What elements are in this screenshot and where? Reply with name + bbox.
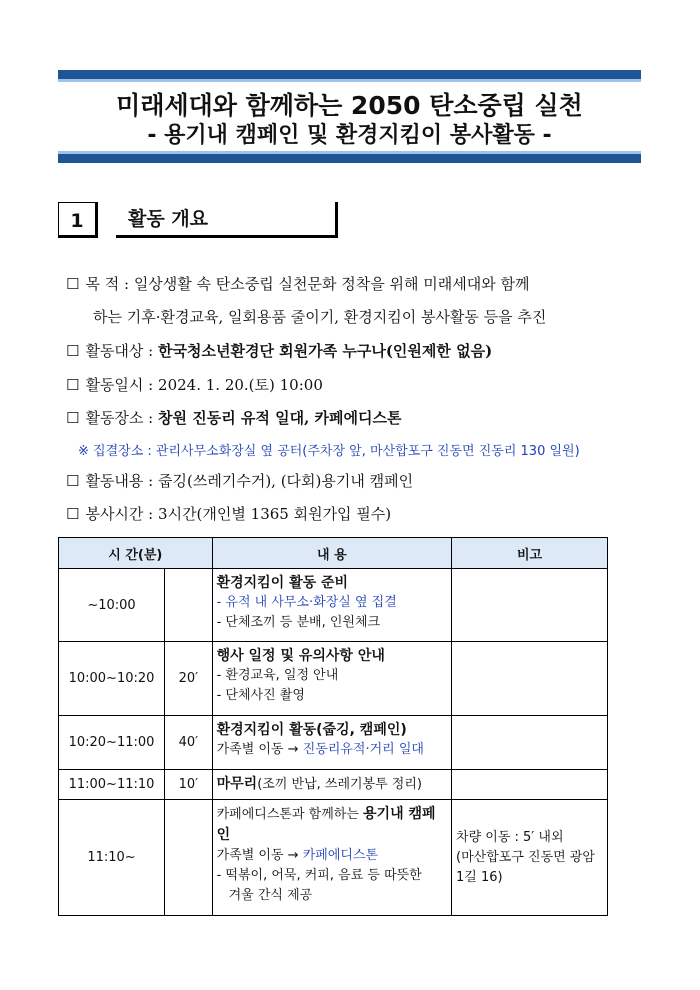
row-content-line: 겨울 간식 제공: [228, 888, 313, 903]
row-content-title-line: [217, 804, 447, 846]
purpose-label: 목 적 :: [85, 275, 130, 293]
row-duration: [165, 800, 213, 916]
row-time: 10:20~11:00: [59, 716, 165, 770]
row-time: 11:00~11:10: [59, 770, 165, 800]
hours-text: 3시간(개인별 1365 회원가입 필수): [158, 505, 392, 523]
table-row: [59, 800, 608, 916]
row-content-title: 용기내 캠페인: [216, 806, 436, 843]
hours-label: 봉사시간 :: [85, 505, 154, 523]
row-content-title: 환경지킴이 활동(줍깅, 캠페인): [216, 722, 407, 738]
row-content: [212, 569, 451, 642]
checkbox-icon: ☐: [66, 342, 80, 360]
row-content-destination: 진동리유적·거리 일대: [302, 742, 424, 757]
row-content-rest: (조끼 반납, 쓰레기봉투 정리): [257, 777, 422, 792]
row-content-line: - 단체사진 촬영: [216, 688, 305, 703]
row-content-line: - 떡볶이, 어묵, 커피, 음료 등 따뜻한: [216, 868, 422, 883]
content-item: [66, 470, 413, 491]
checkbox-icon: ☐: [66, 409, 80, 427]
row-duration: [165, 569, 213, 642]
content-label: 활동내용 :: [85, 472, 154, 490]
row-content-line: - 환경교육, 일정 안내: [216, 668, 339, 683]
row-note-line: (마산합포구 진동면 광암: [456, 849, 595, 865]
gathering-note: ※ 집결장소 : 관리사무소화장실 옆 공터(주차장 앞, 마산합포구 진동면 진동리 130 일원): [78, 444, 580, 459]
title-bottom-bar: [58, 154, 641, 163]
place-item: [66, 407, 402, 428]
row-content-line: [217, 846, 447, 866]
section-title: 활동 개요: [116, 202, 338, 238]
table-header-row: [59, 538, 608, 569]
row-note: [452, 800, 608, 916]
header-content: 내 용: [212, 538, 451, 569]
row-content-pre: 카페에디스톤과 함께하는: [216, 807, 364, 822]
row-content-destination: 카페에디스톤: [302, 848, 379, 863]
purpose-text: 일상생활 속 탄소중립 실천문화 정착을 위해 미래세대와 함께: [133, 275, 530, 293]
row-note-line: 차량 이동 : 5′ 내외: [456, 829, 564, 845]
schedule-table: [58, 537, 608, 916]
row-content-text: 가족별 이동 →: [216, 848, 303, 863]
row-content: [212, 800, 451, 916]
row-time: 10:00~10:20: [59, 642, 165, 716]
header-note: 비고: [452, 538, 608, 569]
table-row: [59, 716, 608, 770]
title-top-bar: [58, 70, 641, 79]
date-label: 활동일시 :: [85, 376, 154, 394]
table-row: [59, 770, 608, 800]
row-content-line: - 유적 내 사무소·화장실 옆 집결: [216, 595, 397, 610]
row-content-title: 마무리: [216, 776, 258, 792]
purpose-item-cont: [93, 306, 546, 327]
target-label: 활동대상 :: [85, 342, 154, 360]
row-duration: 10′: [165, 770, 213, 800]
place-text: 창원 진동리 유적 일대, 카페에디스톤: [158, 409, 402, 427]
row-note: [452, 716, 608, 770]
purpose-text-2: 하는 기후·환경교육, 일회용품 줄이기, 환경지킴이 봉사활동 등을 추진: [93, 308, 547, 326]
row-note: [452, 770, 608, 800]
hours-item: [66, 503, 391, 524]
date-item: [66, 374, 323, 395]
target-item: [66, 340, 492, 361]
row-duration: 20′: [165, 642, 213, 716]
row-note: [452, 569, 608, 642]
checkbox-icon: ☐: [66, 376, 80, 394]
date-text: 2024. 1. 20.(토) 10:00: [158, 376, 323, 394]
header-time: 시 간(분): [59, 538, 213, 569]
row-content-line: [217, 740, 447, 760]
checkbox-icon: ☐: [66, 505, 80, 523]
table-row: [59, 642, 608, 716]
row-content: [212, 716, 451, 770]
checkbox-icon: ☐: [66, 275, 80, 293]
section-number: 1: [58, 202, 98, 238]
table-row: [59, 569, 608, 642]
target-text: 한국청소년환경단 회원가족 누구나(인원제한 없음): [158, 342, 493, 360]
content-text: 줍깅(쓰레기수거), (다회)용기내 캠페인: [158, 472, 414, 490]
row-duration: 40′: [165, 716, 213, 770]
row-time: ~10:00: [59, 569, 165, 642]
purpose-item: [66, 273, 529, 294]
row-content: [212, 642, 451, 716]
title-banner: [58, 70, 641, 164]
row-note-line: 1길 16): [456, 869, 503, 885]
row-content: [212, 770, 451, 800]
row-content-title: 행사 일정 및 유의사항 안내: [216, 648, 385, 664]
row-time: 11:10~: [59, 800, 165, 916]
checkbox-icon: ☐: [66, 472, 80, 490]
main-title: 미래세대와 함께하는 2050 탄소중립 실천: [116, 91, 583, 120]
title-top-accent: [58, 79, 641, 82]
place-label: 활동장소 :: [85, 409, 154, 427]
row-content-line: - 단체조끼 등 분배, 인원체크: [216, 615, 381, 630]
row-note: [452, 642, 608, 716]
row-content-title: 환경지킴이 활동 준비: [216, 575, 349, 591]
sub-title: - 용기내 캠페인 및 환경지킴이 봉사활동 -: [147, 123, 552, 148]
row-content-text: 가족별 이동 →: [216, 742, 303, 757]
